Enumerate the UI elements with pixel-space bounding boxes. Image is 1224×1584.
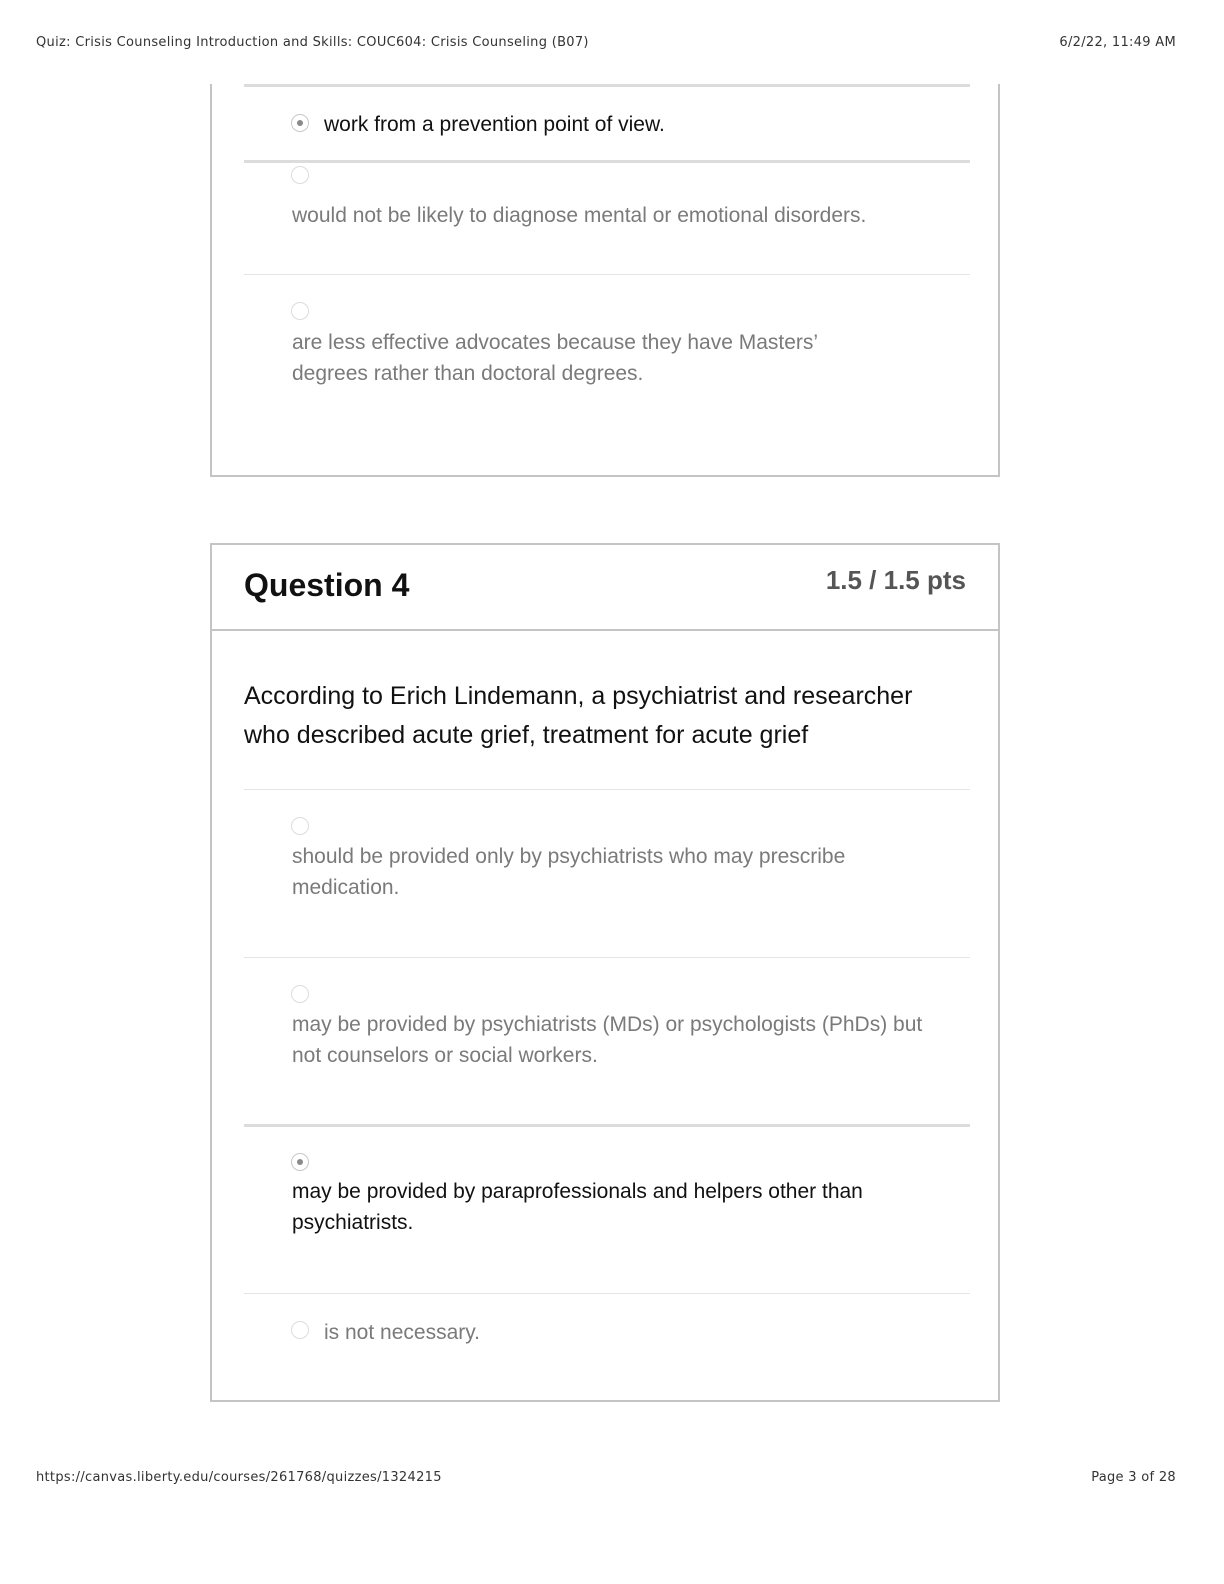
radio-icon[interactable] (291, 1321, 309, 1339)
answer-divider (244, 274, 970, 275)
answer-text: may be provided by paraprofessionals and helpers other than psychiatrists. (292, 1180, 863, 1234)
print-header-datetime: 6/2/22, 11:49 AM (1059, 35, 1176, 50)
radio-icon[interactable] (291, 817, 309, 835)
answer-divider (244, 1293, 970, 1294)
question-title: Question 4 (244, 567, 410, 603)
answer-option[interactable] (244, 1293, 970, 1393)
print-footer (36, 1470, 1176, 1485)
print-header-title: Quiz: Crisis Counseling Introduction and Skills: COUC604: Crisis Counseling (B07) (36, 35, 589, 50)
radio-selected-icon[interactable] (291, 1153, 309, 1171)
answer-divider (244, 1124, 970, 1127)
question-4-card (210, 543, 1000, 1402)
question-3-card (210, 84, 1000, 477)
answer-text: work from a prevention point of view. (324, 113, 665, 136)
radio-icon[interactable] (291, 166, 309, 184)
radio-selected-icon[interactable] (291, 114, 309, 132)
answer-text: should be provided only by psychiatrists who may prescribe medication. (292, 845, 846, 899)
question-header (212, 545, 998, 631)
answer-text: are less effective advocates because they have Masters’ degrees rather than doctoral degrees. (292, 331, 818, 385)
print-footer-url: https://canvas.liberty.edu/courses/261768/quizzes/1324215 (36, 1470, 442, 1485)
answer-option[interactable] (244, 1124, 970, 1292)
answer-divider (244, 160, 970, 163)
print-header (36, 35, 1176, 50)
answer-divider (244, 789, 970, 790)
print-footer-page: Page 3 of 28 (1091, 1470, 1176, 1485)
answer-option[interactable] (244, 957, 970, 1125)
answer-option[interactable] (244, 274, 970, 474)
radio-icon[interactable] (291, 985, 309, 1003)
answer-option[interactable] (244, 789, 970, 957)
answer-option[interactable] (244, 160, 970, 274)
answer-text: is not necessary. (324, 1321, 481, 1344)
question-points: 1.5 / 1.5 pts (825, 565, 966, 595)
answer-text: may be provided by psychiatrists (MDs) or psychologists (PhDs) but not counselors or social workers. (292, 1013, 923, 1067)
radio-icon[interactable] (291, 302, 309, 320)
answer-option[interactable] (244, 84, 970, 160)
question-text: According to Erich Lindemann, a psychiatrist and researcher who described acute grief, treatment for acute grief (244, 682, 913, 749)
answer-divider (244, 957, 970, 958)
answer-divider (244, 84, 970, 87)
answer-text: would not be likely to diagnose mental or emotional disorders. (292, 204, 867, 227)
